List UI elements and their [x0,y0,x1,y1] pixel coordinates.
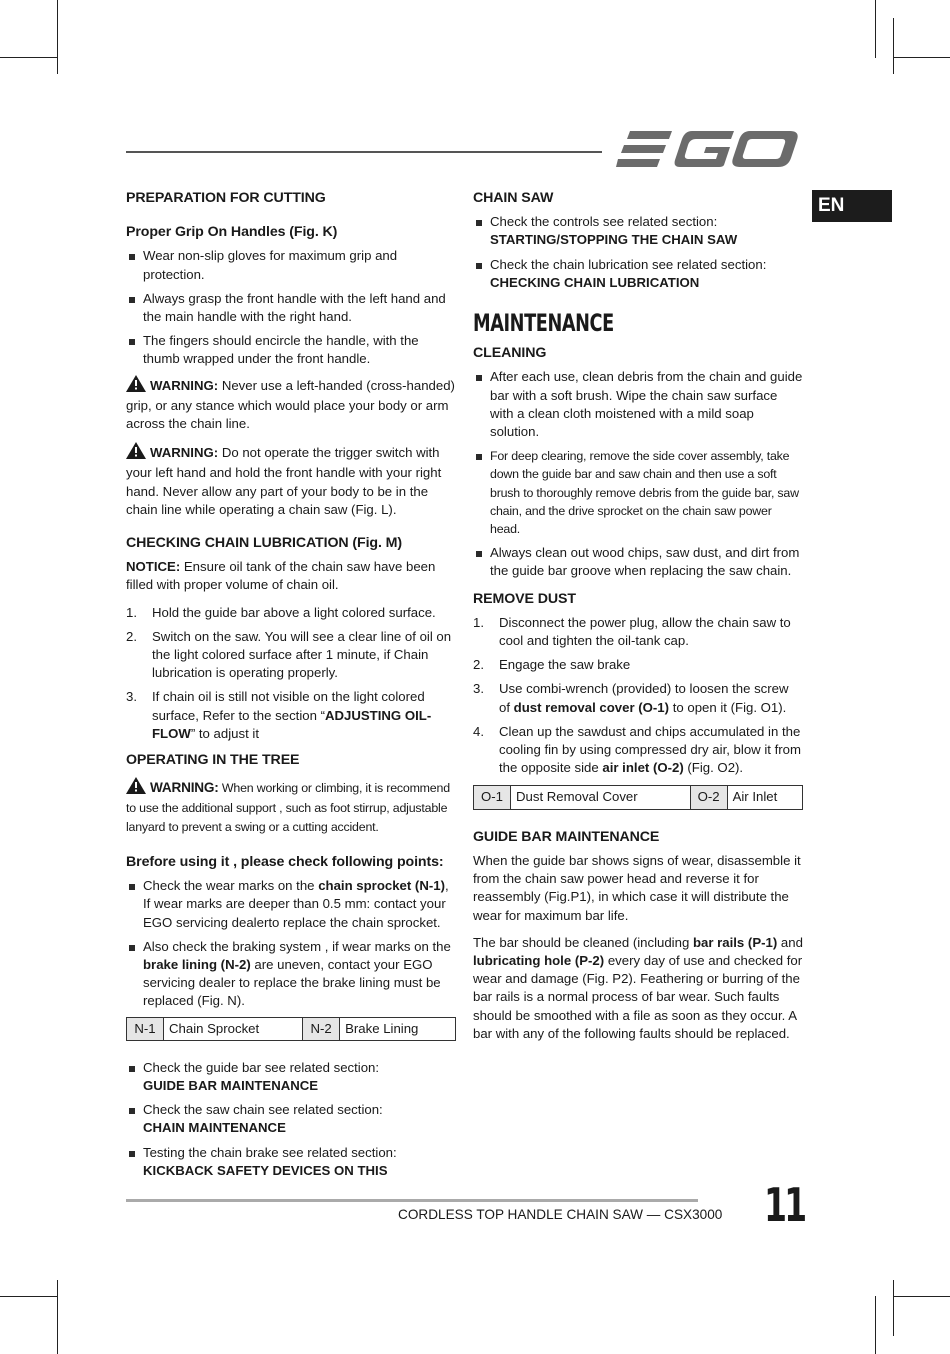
crop-mark [875,1296,876,1354]
part-reference: bar rails (P-1) [692,934,778,950]
warning-paragraph [126,777,456,836]
parts-table-o [473,785,803,809]
step-number: 2. [126,628,137,644]
crop-mark [893,57,950,58]
subsection-title: Proper Grip On Handles (Fig. K) [126,224,338,241]
part-label: Brake Lining [340,1017,456,1040]
crop-mark [57,1280,58,1354]
language-tab: EN [812,190,892,222]
crop-mark [893,18,894,74]
parts-table-n [126,1017,456,1041]
step-number: 2. [473,657,484,673]
footer-text: CORDLESS TOP HANDLE CHAIN SAW — CSX3000 [398,1207,723,1222]
cleaning-list [473,368,803,580]
section-reference: GUIDE BAR MAINTENANCE [143,1077,319,1093]
list-item: After each use, clean debris from the chain and guide bar with a soft brush. Wipe the chain saw surface with a clean cloth moistened with a mild soap solution. [473,368,803,441]
step-text: If chain oil is still not visible on the light colored surface, Refer to the section “ [152,689,425,723]
step-number: 3. [126,689,137,705]
item-text: Testing the chain brake see related section: [143,1144,397,1160]
paragraph-text: and [777,934,803,950]
list-item [473,614,803,650]
warning-triangle-icon [126,442,146,464]
part-reference: chain sprocket (N-1) [318,878,445,894]
step-text: (Fig. O2). [683,760,744,776]
table-row [127,1017,456,1040]
guide-paragraph: When the guide bar shows signs of wear, disassemble it from the chain saw power head and reverse it for reassembly (Fig.P1), in which case it will distribute the wear for maximum bar life. [473,852,801,923]
step-text: to open it (Fig. O1). [669,699,787,715]
footer-rule [126,1199,698,1202]
table-row [474,786,803,809]
section-title: CHAIN SAW [473,190,554,206]
part-code: N-2 [303,1017,340,1040]
item-text: Check the saw chain see related section: [143,1102,383,1118]
step-text: ” to adjust it [190,725,259,741]
part-label: Dust Removal Cover [511,786,691,809]
list-item: Always clean out wood chips, saw dust, and dirt from the guide bar groove when replacing the saw chain. [473,544,803,580]
warning-label: WARNING: [150,445,219,461]
lube-steps [126,604,456,743]
right-column [473,189,803,1052]
section-reference: KICKBACK SAFETY DEVICES ON THIS [143,1162,388,1178]
item-text: Check the chain lubrication see related section: [490,256,767,272]
crop-mark [893,1280,894,1336]
part-label: Air Inlet [727,786,802,809]
paragraph-text: every day of use and checked for wear and damage (Fig. P2). Feathering or burring of the bar rails is a normal process of bar wear. Such faults should be smoothed with a file as soon as they occur. A bar with any of the following faults should be replaced. [473,952,803,1041]
paragraph-text: The bar should be cleaned (including [473,934,693,950]
guide-paragraph [473,934,803,1043]
item-text: , If wear marks are deeper than 0.5 mm: contact your EGO servicing dealerto replace the chain sprocket. [143,878,449,930]
part-label: Chain Sprocket [164,1017,303,1040]
section-reference: CHECKING CHAIN LUBRICATION [490,274,700,290]
subsection-title: REMOVE DUST [473,590,576,607]
part-code: N-1 [127,1017,164,1040]
subsection-title: OPERATING IN THE TREE [126,752,300,769]
warning-triangle-icon [126,777,146,799]
subsection-title: CHECKING CHAIN LUBRICATION (Fig. M) [126,535,403,552]
header-rule [126,151,602,153]
list-item [473,256,803,292]
step-number: 1. [126,604,137,620]
crop-mark [893,1296,950,1297]
part-code: O-1 [474,786,511,809]
step-number: 4. [473,723,484,739]
grip-list [126,247,456,368]
list-item [126,938,456,1011]
warning-label: WARNING: [150,377,219,393]
section-reference: ADJUSTING OIL-FLOW [152,707,432,741]
warning-label: WARNING: [150,780,219,796]
warning-text: Do not operate the trigger switch with your left hand and hold the front handle with your right hand. Never allow any part of your body to be in the chain line while operating a chain saw (Fig. L). [126,445,442,517]
warning-paragraph [126,375,456,434]
section-title: PREPARATION FOR CUTTING [126,190,326,206]
subsection-title: CLEANING [473,345,547,362]
list-item [126,1144,456,1180]
list-item: Always grasp the front handle with the left hand and the main handle with the right hand. [126,290,456,326]
warning-paragraph [126,442,456,519]
notice-text: Ensure oil tank of the chain saw have been filled with proper volume of chain oil. [126,559,436,593]
step-text: Disconnect the power plug, allow the chain saw to cool and tighten the oil-tank cap. [499,614,791,649]
warning-text: When working or climbing, it is recommend to use the additional support , such as foot stirrup, adjustable lanyard to prevent a swing or a cutting accident. [126,781,450,834]
crop-mark [0,1296,57,1297]
maintenance-heading: MAINTENANCE [473,309,614,338]
step-text: Switch on the saw. You will see a clear line of oil on the light colored surface after 1 minute, if Chain lubrication is operating properly. [152,628,452,681]
subsection-title: GUIDE BAR MAINTENANCE [473,828,660,845]
part-reference: lubricating hole (P-2) [473,952,605,968]
step-text: Hold the guide bar above a light colored surface. [152,604,436,620]
item-text: Check the controls see related section: [490,214,718,230]
dust-steps [473,614,803,778]
step-number: 3. [473,681,484,697]
list-item [473,680,803,716]
ego-logo [616,127,800,176]
list-item: The fingers should encircle the handle, with the thumb wrapped under the front handle. [126,332,456,368]
check-list [126,877,456,1010]
section-reference: STARTING/STOPPING THE CHAIN SAW [490,232,738,248]
list-item [473,213,803,249]
part-reference: air inlet (O-2) [602,760,684,776]
part-code: O-2 [690,786,727,809]
page-number: 11 [764,1178,805,1232]
list-item [473,723,803,778]
part-reference: brake lining (N-2) [143,956,251,972]
list-item: Wear non-slip gloves for maximum grip and protection. [126,247,456,283]
left-column [126,189,456,1186]
section-reference: CHAIN MAINTENANCE [143,1120,286,1136]
part-reference: dust removal cover (O-1) [513,699,670,715]
list-item [126,1059,456,1095]
see-list [126,1059,456,1180]
warning-text: Never use a left-handed (cross-handed) grip, or any stance which would place your body or arm across the chain line. [126,377,455,432]
item-text: Also check the braking system , if wear marks on the [143,938,451,954]
warning-triangle-icon [126,375,146,397]
step-number: 1. [473,614,484,630]
list-item [473,656,803,674]
crop-mark [57,0,58,74]
item-text: Check the wear marks on the [143,878,319,894]
crop-mark [875,0,876,58]
chainsaw-list [473,213,803,292]
list-item [126,688,456,743]
list-item: For deep clearing, remove the side cover assembly, take down the guide bar and saw chain and then use a soft brush to thoroughly remove debris from the guide bar, saw chain, and the drive sprocket on the chain saw power head. [473,447,803,538]
step-text: Engage the saw brake [499,657,631,673]
list-item [126,628,456,683]
list-item [126,1101,456,1137]
list-item [126,604,456,622]
subsection-title: Brefore using it , please check following points: [126,853,444,870]
step-text: Use combi-wrench (provided) to loosen the screw of [499,681,789,715]
list-item [126,877,456,932]
step-text: Clean up the sawdust and chips accumulated in the cooling fin by using compressed dry air, blow it from the opposite side [499,723,801,776]
item-text: are uneven, contact your EGO servicing dealer to replace the brake lining must be replaced (Fig. N). [143,956,441,1009]
notice-label: NOTICE: [126,559,181,575]
crop-mark [0,57,57,58]
item-text: Check the guide bar see related section: [143,1059,380,1075]
notice-paragraph [126,558,456,594]
